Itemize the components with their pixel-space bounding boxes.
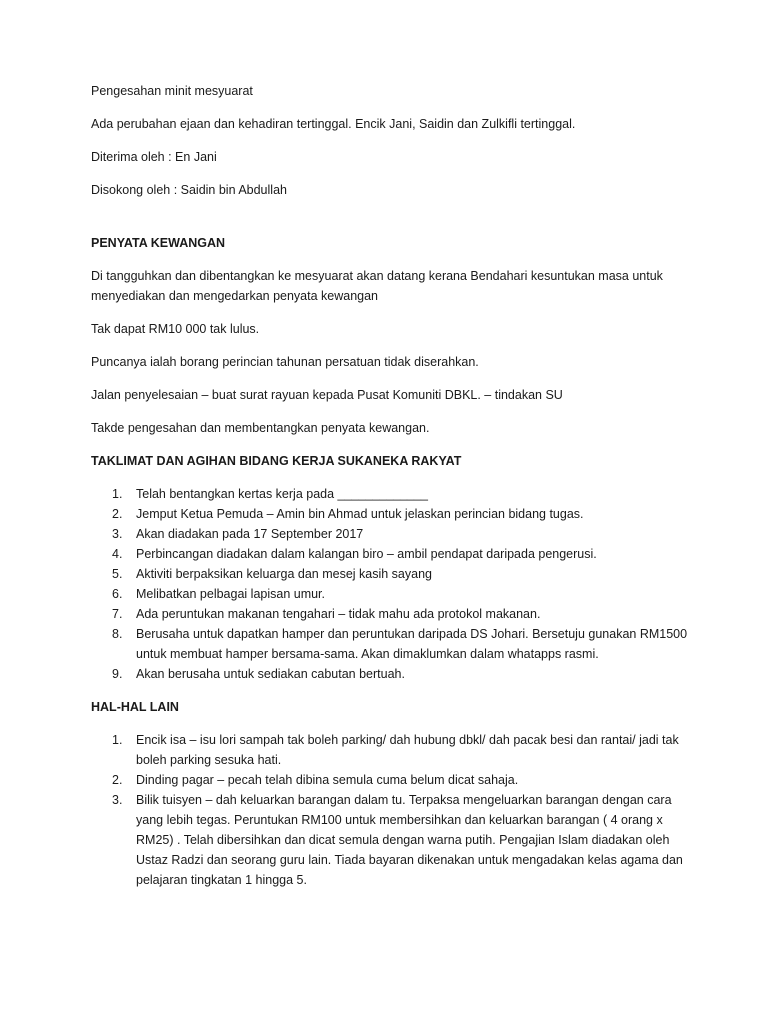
list-item — [91, 664, 691, 684]
finance-paragraph: Puncanya ialah borang perincian tahunan persatuan tidak diserahkan. — [91, 355, 479, 369]
finance-paragraph: Jalan penyelesaian – buat surat rayuan kepada Pusat Komuniti DBKL. – tindakan SU — [91, 388, 563, 402]
list-text: Telah bentangkan kertas kerja pada _____________ — [136, 487, 428, 501]
list-text: Perbincangan diadakan dalam kalangan biro – ambil pendapat daripada pengerusi. — [136, 547, 597, 561]
list-text: Berusaha untuk dapatkan hamper dan peruntukan daripada DS Johari. Bersetuju gunakan RM1500 untuk membuat hamper bersama-sama. Akan dimaklumkan dalam whatapps rasmi. — [136, 627, 688, 661]
list-item — [91, 504, 691, 524]
briefing-list — [91, 484, 691, 684]
list-item — [91, 584, 691, 604]
list-item — [91, 770, 691, 790]
list-number: 7. — [112, 607, 123, 621]
list-text: Jemput Ketua Pemuda – Amin bin Ahmad untuk jelaskan perincian bidang tugas. — [136, 507, 584, 521]
list-text: Akan berusaha untuk sediakan cabutan bertuah. — [136, 667, 405, 681]
document-page — [91, 81, 691, 903]
other-list — [91, 730, 691, 890]
list-item — [91, 624, 691, 664]
finance-paragraph: Takde pengesahan dan membentangkan penyata kewangan. — [91, 421, 430, 435]
list-text: Bilik tuisyen – dah keluarkan barangan dalam tu. Terpaksa mengeluarkan barangan dengan cara yang lebih tegas. Peruntukan RM100 untuk membersihkan dan keluarkan barangan ( 4 orang x RM25) . Telah dibersihkan dan dicat semula dengan warna putih. Pengajian Islam diadakan oleh Ustaz Radzi dan seorang guru lain. Tiada bayaran dikenakan untuk mengadakan kelas agama dan pelajaran tingkatan 1 hingga 5. — [136, 793, 683, 887]
list-number: 4. — [112, 547, 123, 561]
list-number: 5. — [112, 567, 123, 581]
list-number: 1. — [112, 733, 123, 747]
other-heading: HAL-HAL LAIN — [91, 700, 179, 714]
minutes-line: Diterima oleh : En Jani — [91, 150, 217, 164]
list-number: 2. — [112, 507, 123, 521]
list-item — [91, 564, 691, 584]
list-number: 2. — [112, 773, 123, 787]
finance-paragraph: Tak dapat RM10 000 tak lulus. — [91, 322, 260, 336]
list-text: Melibatkan pelbagai lapisan umur. — [136, 587, 326, 601]
list-item — [91, 604, 691, 624]
list-text: Encik isa – isu lori sampah tak boleh parking/ dah hubung dbkl/ dah pacak besi dan rantai/ jadi tak boleh parking sesuka hati. — [136, 733, 679, 767]
list-text: Ada peruntukan makanan tengahari – tidak mahu ada protokol makanan. — [136, 607, 541, 621]
list-item — [91, 484, 691, 504]
list-item — [91, 730, 691, 770]
list-number: 9. — [112, 667, 123, 681]
list-number: 3. — [112, 793, 123, 807]
briefing-heading: TAKLIMAT DAN AGIHAN BIDANG KERJA SUKANEKA RAKYAT — [91, 454, 462, 468]
list-number: 3. — [112, 527, 123, 541]
list-text: Akan diadakan pada 17 September 2017 — [136, 527, 364, 541]
list-item — [91, 524, 691, 544]
minutes-line: Disokong oleh : Saidin bin Abdullah — [91, 183, 287, 197]
finance-heading: PENYATA KEWANGAN — [91, 236, 226, 250]
list-number: 6. — [112, 587, 123, 601]
minutes-line: Ada perubahan ejaan dan kehadiran tertinggal. Encik Jani, Saidin dan Zulkifli tertinggal. — [91, 117, 576, 131]
minutes-heading: Pengesahan minit mesyuarat — [91, 84, 253, 98]
list-number: 8. — [112, 627, 123, 641]
finance-paragraph: Di tangguhkan dan dibentangkan ke mesyuarat akan datang kerana Bendahari kesuntukan masa untuk menyediakan dan mengedarkan penyata kewangan — [91, 269, 663, 303]
list-item — [91, 790, 691, 890]
list-text: Dinding pagar – pecah telah dibina semula cuma belum dicat sahaja. — [136, 773, 519, 787]
list-number: 1. — [112, 487, 123, 501]
list-text: Aktiviti berpaksikan keluarga dan mesej kasih sayang — [136, 567, 432, 581]
list-item — [91, 544, 691, 564]
